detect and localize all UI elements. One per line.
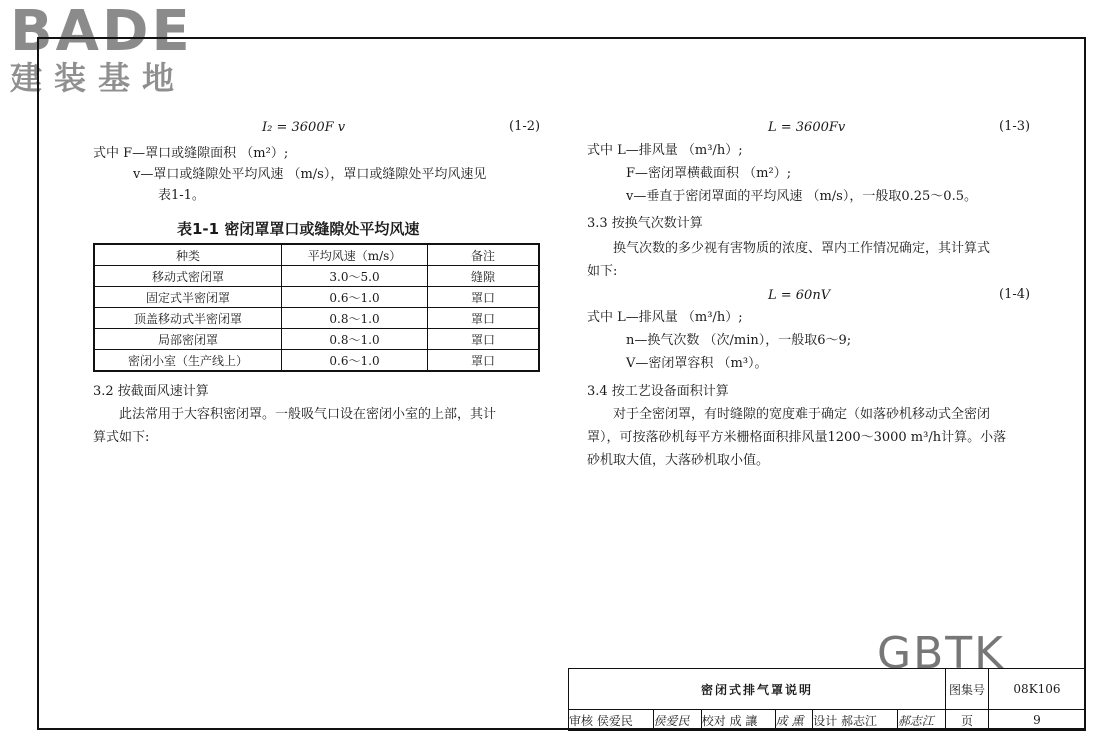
equation-number-1-2: (1-2) [509,119,541,134]
where2-v-line: V—密闭罩容积 （m³）。 [626,356,768,371]
where-v-line-right: v—垂直于密闭罩面的平均风速 （m/s），一般取0.25～0.5。 [626,189,977,204]
table-row [94,350,539,372]
review-label: 审核 [569,713,594,728]
header-speed: 平均风速（m/s） [282,244,428,266]
signature-check [701,710,775,731]
drawing-title: 密闭式排气罩说明 [569,669,946,710]
table-row [94,308,539,329]
formula-1-3: L = 3600Fv [768,120,846,135]
where-v-line-1: v—罩口或缝隙处平均风速 （m/s），罩口或缝隙处平均风速见 [133,167,487,182]
cell-type: 移动式密闭罩 [94,266,282,287]
cell-type: 固定式半密闭罩 [94,287,282,308]
signature-design [813,710,898,731]
where2-l-line: 式中 L—排风量 （m³/h）; [587,310,743,325]
atlas-number: 08K106 [989,669,1086,710]
title-block [568,668,1086,731]
section-3-3-para-2: 如下: [587,264,618,279]
table-row [94,287,539,308]
check-name: 成 讓 [729,713,758,728]
cell-remark: 罩口 [428,350,540,372]
section-3-3-para-1: 换气次数的多少视有害物质的浓度、罩内工作情况确定，其计算式 [613,241,991,256]
section-3-2-heading: 3.2 按截面风速计算 [93,384,209,399]
where-f-line-right: F—密闭罩横截面积 （m²）; [626,166,792,181]
where-f-line: 式中 F—罩口或缝隙面积 （m²）; [93,146,289,161]
review-name: 侯爱民 [596,713,633,728]
cell-speed: 0.8～1.0 [282,308,428,329]
cell-speed: 0.8～1.0 [282,329,428,350]
cell-remark: 缝隙 [428,266,540,287]
cell-speed: 3.0～5.0 [282,266,428,287]
where2-n-line: n—换气次数 （次/min），一般取6～9; [626,333,852,348]
table-header-row [94,244,539,266]
page-number: 9 [989,710,1086,731]
formula-1-4: L = 60nV [768,288,831,303]
section-3-4-para-2: 罩），可按落砂机每平方米栅格面积排风量1200～3000 m³/h计算。小落 [587,430,1007,445]
check-label: 校对 [701,713,726,728]
logo-subtitle: 建装基地 [10,59,187,97]
design-signature: 郝志江 [897,710,945,731]
section-3-4-para-3: 砂机取大值，大落砂机取小值。 [587,453,770,468]
section-3-3-heading: 3.3 按换气次数计算 [587,216,703,231]
header-remark: 备注 [428,244,540,266]
section-3-4-para-1: 对于全密闭罩，有时缝隙的宽度难于确定（如落砂机移动式全密闭 [613,407,991,422]
equation-number-1-3: (1-3) [999,119,1031,134]
table-row [94,266,539,287]
review-signature: 侯爱民 [653,710,701,731]
where-l-line: 式中 L—排风量 （m³/h）; [587,143,743,158]
cell-speed: 0.6～1.0 [282,287,428,308]
equation-number-1-4: (1-4) [999,287,1031,302]
section-3-2-para-2: 算式如下: [93,430,150,445]
cell-type: 顶盖移动式半密闭罩 [94,308,282,329]
cell-type: 密闭小室（生产线上） [94,350,282,372]
signature-review [569,710,654,731]
atlas-label: 图集号 [946,669,989,710]
check-signature: 成 熏 [775,710,813,731]
design-label: 设计 [813,713,838,728]
cell-type: 局部密闭罩 [94,329,282,350]
cell-remark: 罩口 [428,308,540,329]
wind-speed-table [93,243,540,372]
logo-brand: BADE [10,0,193,64]
section-3-4-heading: 3.4 按工艺设备面积计算 [587,384,729,399]
cell-remark: 罩口 [428,329,540,350]
section-3-2-para-1: 此法常用于大容积密闭罩。一般吸气口设在密闭小室的上部，其计 [119,407,497,422]
where-v-line-2: 表1-1。 [158,188,205,203]
table-title: 表1-1 密闭罩罩口或缝隙处平均风速 [177,220,420,238]
page-label: 页 [946,710,989,731]
formula-1-2: I₂ = 3600F v [262,120,346,135]
watermark: GBTK [877,628,1006,679]
design-name: 郝志江 [841,713,878,728]
table-row [94,329,539,350]
header-type: 种类 [94,244,282,266]
cell-remark: 罩口 [428,287,540,308]
cell-speed: 0.6～1.0 [282,350,428,372]
